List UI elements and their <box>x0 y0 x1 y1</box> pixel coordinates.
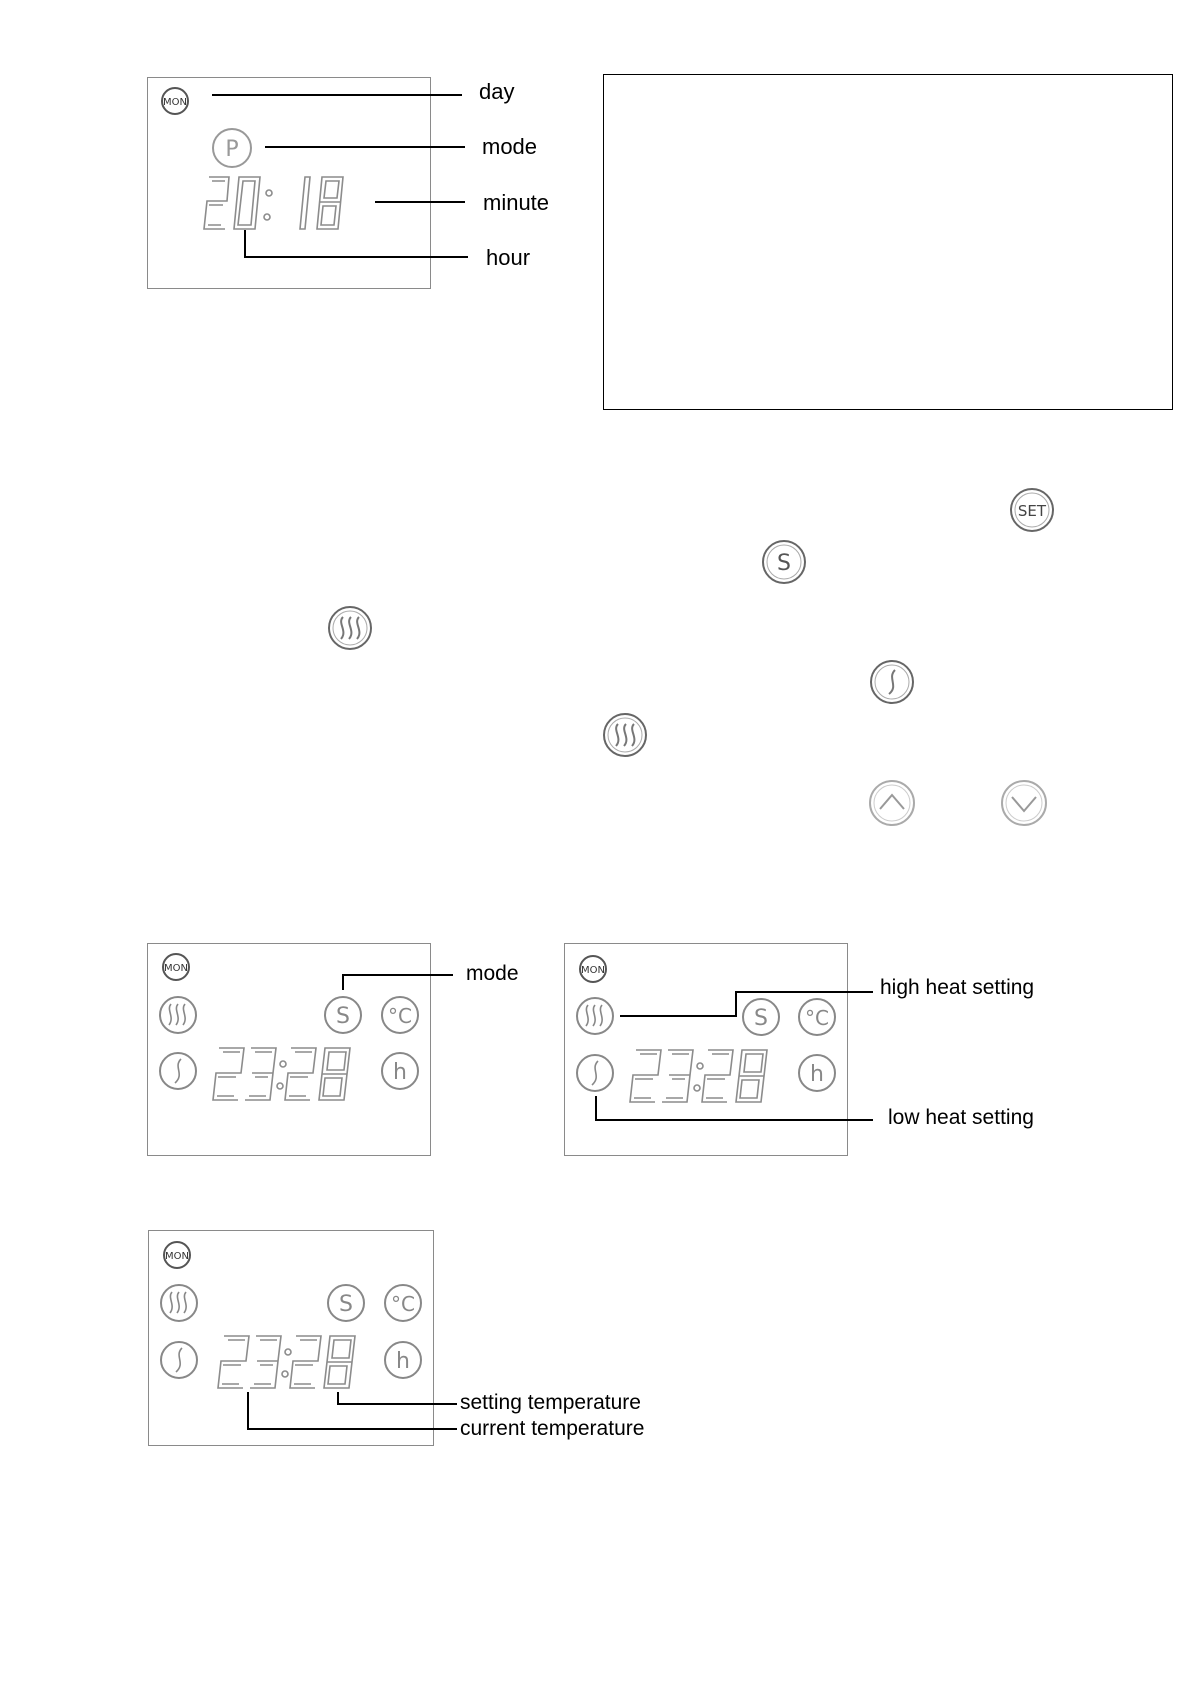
low-heat-icon <box>160 1053 196 1089</box>
label-setting-temperature: setting temperature <box>460 1391 641 1414</box>
diagram3-leader-lines <box>560 960 880 1130</box>
celsius-icon <box>385 1285 421 1321</box>
svg-text:°C: °C <box>391 1292 415 1316</box>
s-button-text: S <box>777 551 791 576</box>
diagram2-leader-lines <box>0 900 600 1020</box>
hour-icon <box>382 1053 418 1089</box>
svg-text:°C: °C <box>388 1004 412 1028</box>
high-heat-icon <box>161 1285 197 1321</box>
svg-text:MON: MON <box>581 965 605 976</box>
label-low-heat: low heat setting <box>888 1106 1034 1129</box>
low-heat-icon <box>161 1342 197 1378</box>
svg-text:MON: MON <box>165 1251 189 1262</box>
label-hour: hour <box>486 245 531 270</box>
mode-icon <box>328 1285 364 1321</box>
day-icon <box>164 1242 190 1268</box>
down-arrow-button-icon[interactable] <box>999 778 1049 828</box>
set-button-text: SET <box>1017 502 1047 520</box>
mode-icon-text: P <box>225 137 239 162</box>
empty-text-box <box>603 74 1173 410</box>
hour-icon <box>385 1342 421 1378</box>
label-minute: minute <box>483 190 550 215</box>
diagram4-leader-lines <box>220 1380 470 1440</box>
label-mode-2: mode <box>466 962 519 985</box>
high-heat-button-icon-2[interactable] <box>601 711 649 759</box>
svg-text:S: S <box>339 1292 353 1317</box>
svg-text:°C: °C <box>805 1006 829 1030</box>
label-high-heat: high heat setting <box>880 976 1035 999</box>
label-mode: mode <box>482 134 538 159</box>
s-button-icon[interactable] <box>760 538 808 586</box>
digits-23-28 <box>213 1048 350 1100</box>
svg-text:S: S <box>754 1006 768 1031</box>
svg-text:h: h <box>810 1062 824 1087</box>
label-current-temperature: current temperature <box>460 1417 645 1440</box>
svg-text:h: h <box>396 1349 410 1374</box>
svg-text:h: h <box>393 1060 407 1085</box>
set-button-icon[interactable] <box>1008 486 1056 534</box>
label-day: day <box>479 79 515 104</box>
high-heat-button-icon-1[interactable] <box>326 604 374 652</box>
up-arrow-button-icon[interactable] <box>867 778 917 828</box>
day-icon-text: MON <box>163 97 187 108</box>
svg-text:MON: MON <box>164 963 188 974</box>
svg-text:S: S <box>336 1004 350 1029</box>
low-heat-button-icon[interactable] <box>868 658 916 706</box>
